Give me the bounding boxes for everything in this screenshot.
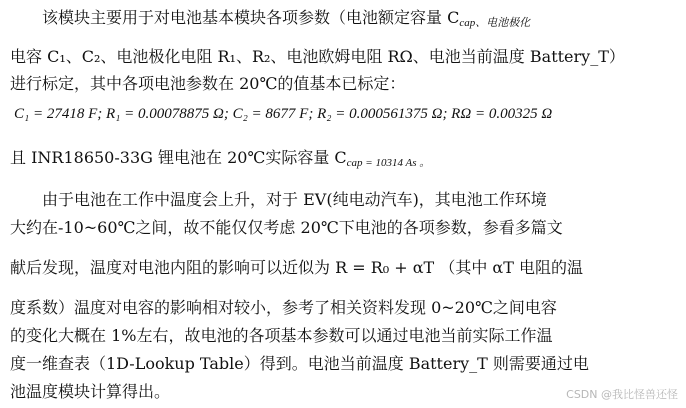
- line-text: 电容 C₁、C₂、电池极化电阻 R₁、R₂、电池欧姆电阻 RΩ、电池当前温度 Battery_T）: [10, 47, 625, 66]
- equation-line: [14, 104, 552, 124]
- line-text: 该模块主要用于对电池基本模块各项参数（电池额定容量 C: [10, 8, 460, 27]
- line-text: 且 INR18650-33G 锂电池在 20℃实际容量 C: [10, 148, 347, 167]
- paragraph-2-line-2: [10, 218, 563, 238]
- line-text: 池温度模块计算得出。: [10, 382, 171, 401]
- line-text: 进行标定，其中各项电池参数在 20℃的值基本已标定：: [10, 74, 406, 93]
- equation-text: C₁ = 27418 F; R₁ = 0.00078875 Ω; C₂ = 8677 F; R₂ = 0.000561375 Ω; RΩ = 0.00325 Ω: [14, 106, 553, 122]
- paragraph-2-line-5: [10, 326, 552, 346]
- paragraph-2-line-1: [10, 190, 547, 210]
- paragraph-2-line-4: [10, 298, 557, 318]
- line-text: 的变化大概在 1%左右，故电池的各项基本参数可以通过电池当前实际工作温: [10, 326, 553, 345]
- line-tail: cap = 10314 As 。: [346, 157, 431, 169]
- paragraph-2-line-7: [10, 382, 170, 402]
- line-text: 度系数）温度对电容的影响相对较小，参考了相关资料发现 0~20℃之间电容: [10, 298, 557, 317]
- paragraph-2-line-6: [10, 354, 589, 374]
- line-text: 献后发现，温度对电池内阻的影响可以近似为 R = R₀ + αT （其中 αT 电阻的温: [10, 258, 583, 277]
- paragraph-1-line-3: [10, 74, 405, 94]
- line-tail: cap、电池极化: [459, 17, 531, 29]
- line-text: 度一维查表（1D-Lookup Table）得到。电池当前温度 Battery_T 则需要通过电: [10, 354, 589, 373]
- paragraph-1-line-5: [10, 148, 430, 173]
- line-text: 由于电池在工作中温度会上升，对于 EV(纯电动汽车)，其电池工作环境: [10, 190, 547, 209]
- paragraph-2-line-3: [10, 258, 583, 278]
- csdn-watermark: CSDN @我比怪兽还怪: [566, 388, 678, 401]
- line-text: 大约在-10~60℃之间，故不能仅仅考虑 20℃下电池的各项参数，参看多篇文: [10, 218, 563, 237]
- paragraph-1-line-1: [10, 8, 530, 33]
- paragraph-1-line-2: [10, 47, 625, 67]
